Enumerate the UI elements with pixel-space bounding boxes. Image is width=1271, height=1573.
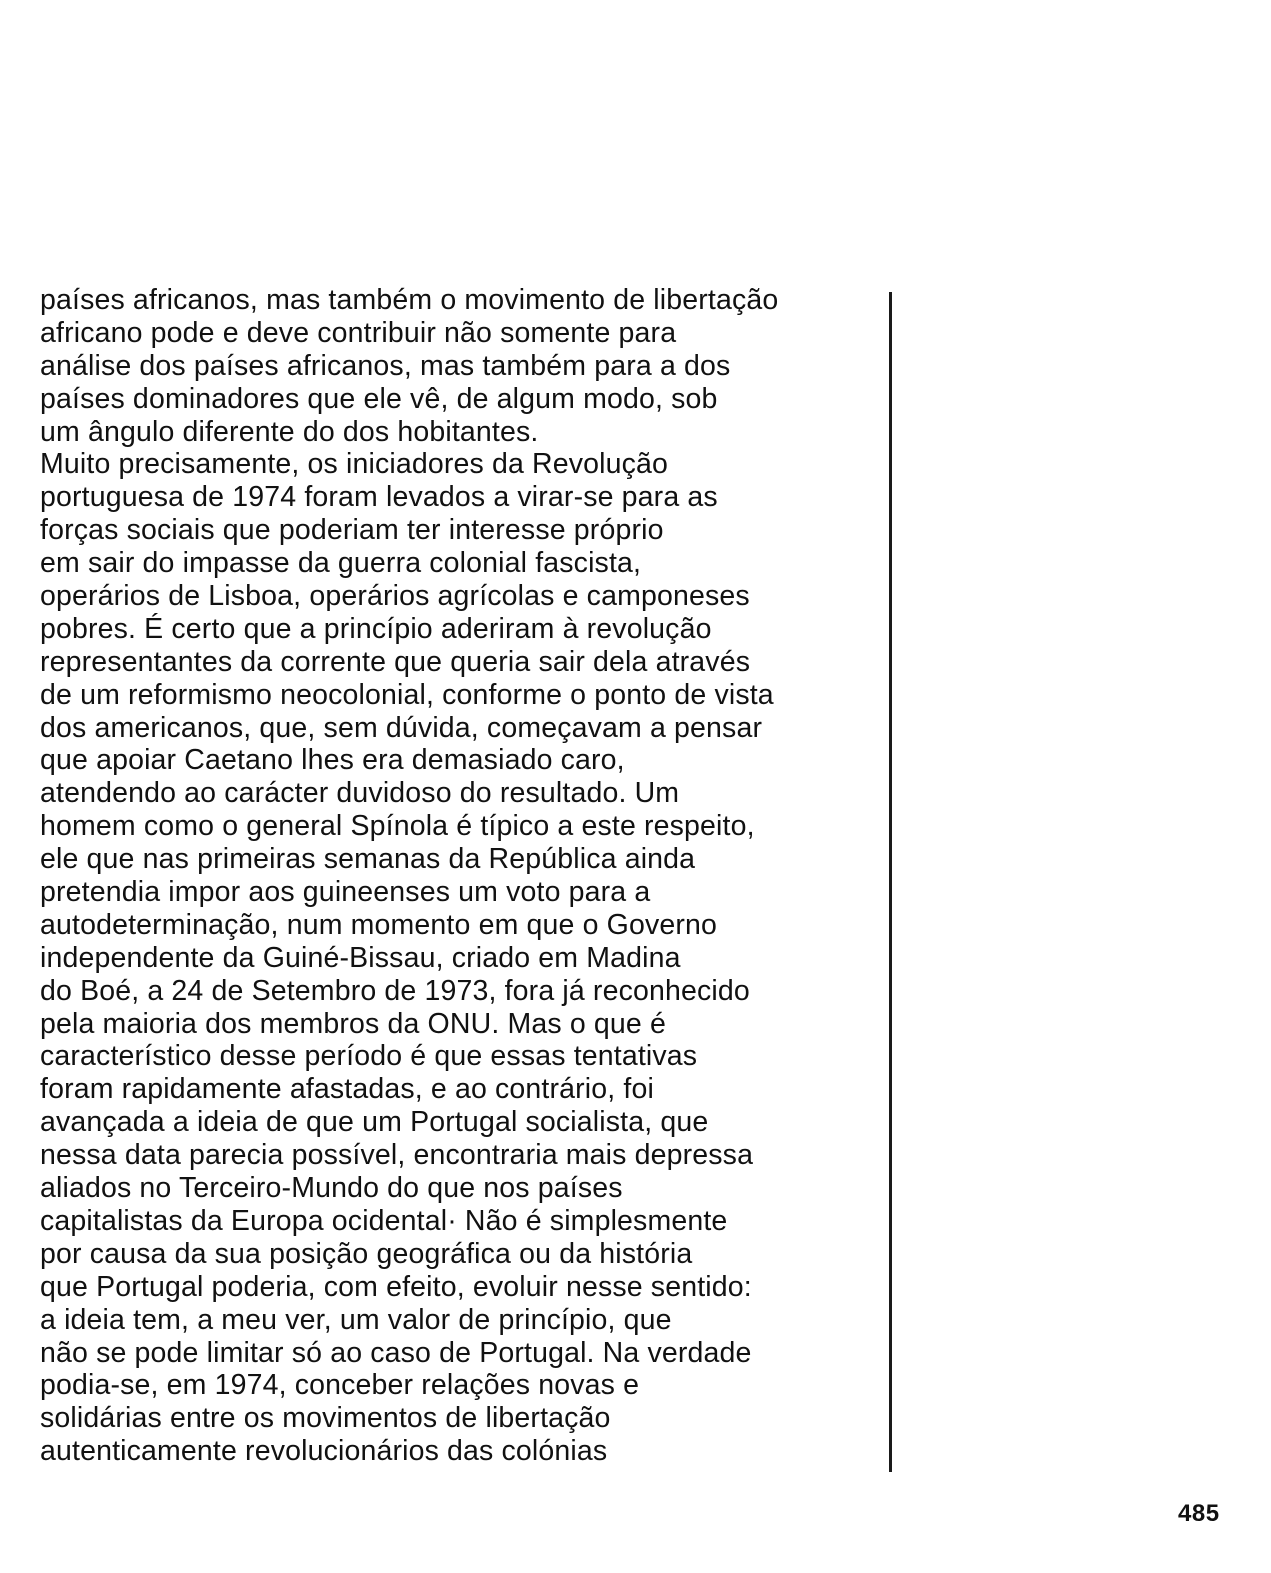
text-line-1: países africanos, mas também o movimento de libertação — [40, 284, 779, 316]
text-line-26: avançada a ideia de que um Portugal socialista, que — [40, 1106, 709, 1139]
text-line-5: um ângulo diferente do dos hobitantes. — [40, 415, 539, 448]
body-text — [40, 284, 890, 1468]
text-line-4: países dominadores que ele vê, de algum modo, sob — [40, 382, 718, 415]
text-line-29: capitalistas da Europa ocidental· Não é simplesmente — [40, 1204, 728, 1237]
text-line-14: dos americanos, que, sem dúvida, começavam a pensar — [40, 711, 763, 744]
text-line-3: análise dos países africanos, mas também para a dos — [40, 349, 731, 382]
text-line-9: em sair do impasse da guerra colonial fascista, — [40, 547, 642, 580]
page-number: 485 — [1178, 1500, 1220, 1527]
text-line-7: portuguesa de 1974 foram levados a virar-se para as — [40, 481, 718, 514]
text-line-24: característico desse período é que essas tentativas — [40, 1040, 698, 1073]
text-line-6: Muito precisamente, os iniciadores da Revolução — [40, 448, 669, 481]
text-line-18: ele que nas primeiras semanas da República ainda — [40, 843, 696, 876]
text-line-36: autenticamente revolucionários das colónias — [40, 1435, 608, 1468]
text-line-34: podia-se, em 1974, conceber relações novas e — [40, 1369, 640, 1402]
text-line-33: não se pode limitar só ao caso de Portugal. Na verdade — [40, 1336, 752, 1369]
text-line-35: solidárias entre os movimentos de libertação — [40, 1402, 611, 1435]
text-line-2: africano pode e deve contribuir não somente para — [40, 316, 677, 349]
text-line-27: nessa data parecia possível, encontraria mais depressa — [40, 1139, 754, 1172]
text-line-8: forças sociais que poderiam ter interesse próprio — [40, 514, 664, 547]
text-line-21: independente da Guiné-Bissau, criado em Madina — [40, 941, 681, 974]
text-line-15: que apoiar Caetano lhes era demasiado caro, — [40, 744, 625, 777]
text-line-12: representantes da corrente que queria sair dela através — [40, 645, 751, 678]
text-line-19: pretendia impor aos guineenses um voto para a — [40, 876, 651, 909]
margin-vertical-rule — [889, 292, 892, 1472]
text-line-22: do Boé, a 24 de Setembro de 1973, fora já reconhecido — [40, 974, 750, 1007]
text-line-17: homem como o general Spínola é típico a este respeito, — [40, 810, 755, 843]
text-line-31: que Portugal poderia, com efeito, evoluir nesse sentido: — [40, 1270, 752, 1303]
text-line-32: a ideia tem, a meu ver, um valor de princípio, que — [40, 1303, 672, 1336]
text-line-16: atendendo ao carácter duvidoso do resultado. Um — [40, 777, 680, 810]
text-line-10: operários de Lisboa, operários agrícolas e camponeses — [40, 580, 750, 613]
text-line-11: pobres. É certo que a princípio aderiram à revolução — [40, 612, 712, 645]
text-line-25: foram rapidamente afastadas, e ao contrário, foi — [40, 1073, 654, 1106]
text-line-20: autodeterminação, num momento em que o Governo — [40, 908, 718, 941]
text-line-30: por causa da sua posição geográfica ou da história — [40, 1237, 693, 1270]
text-line-28: aliados no Terceiro-Mundo do que nos países — [40, 1172, 623, 1205]
text-line-23: pela maioria dos membros da ONU. Mas o que é — [40, 1007, 666, 1040]
text-line-13: de um reformismo neocolonial, conforme o ponto de vista — [40, 678, 774, 711]
